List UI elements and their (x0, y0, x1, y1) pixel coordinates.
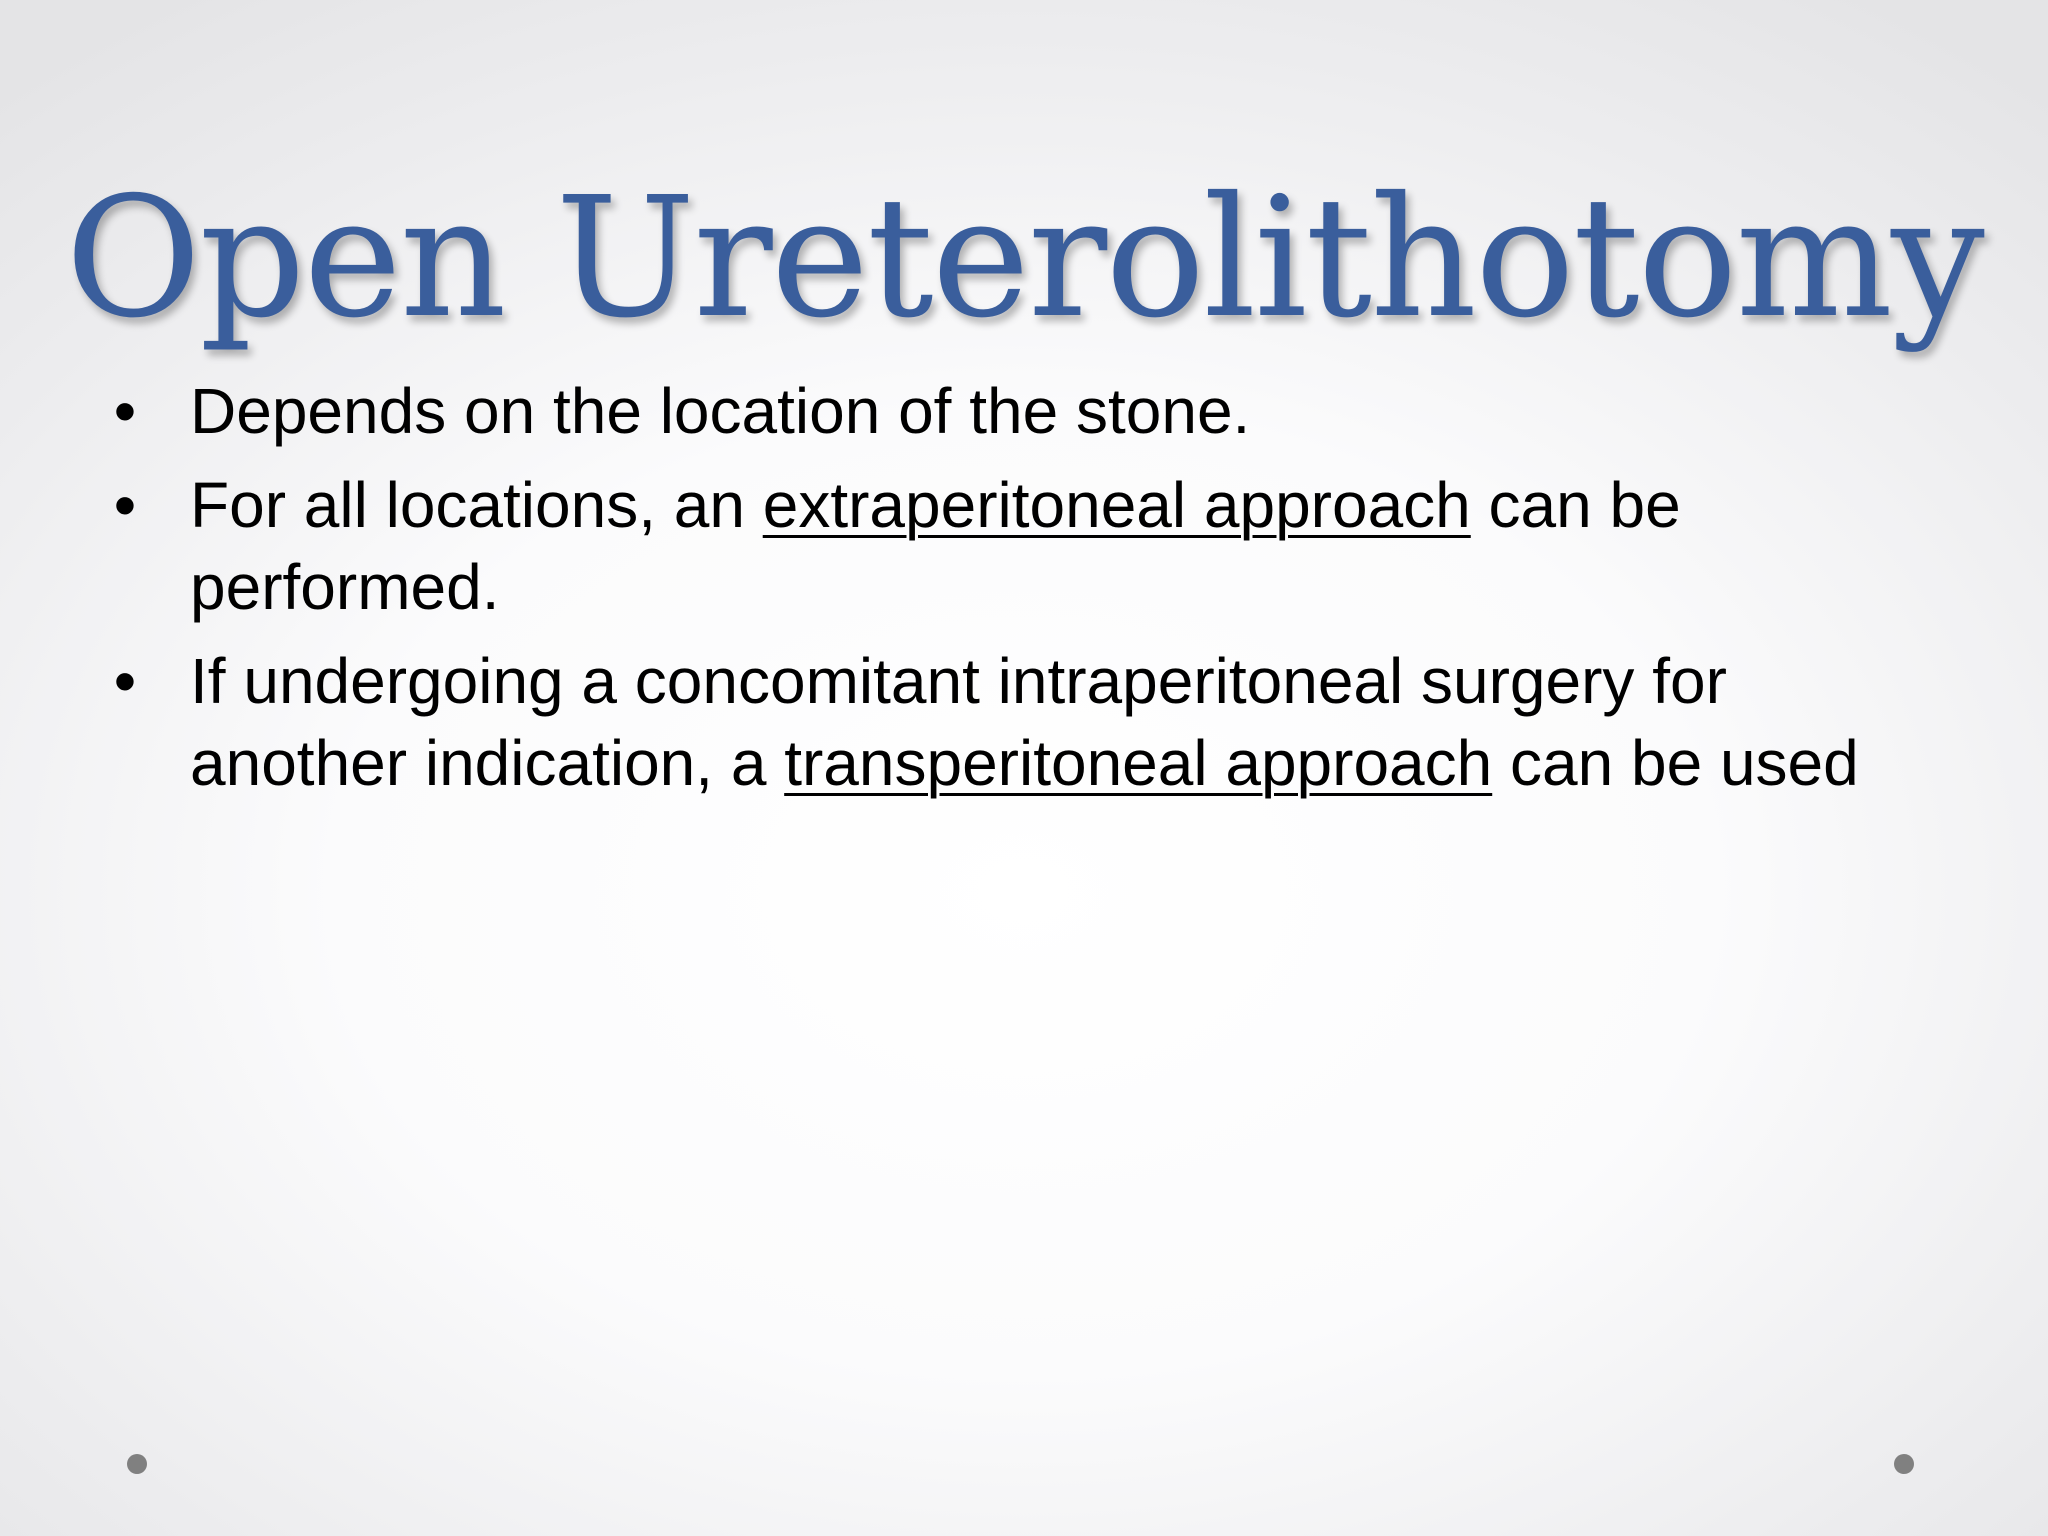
bullet-item-extraperitoneal (110, 464, 1910, 628)
bullet-item-location (110, 370, 1910, 452)
bullet-text-end: can be performed. (190, 469, 1681, 623)
bullet-item-transperitoneal (110, 640, 1910, 804)
bullet-icon: • (113, 375, 137, 447)
bullet-text: If undergoing a concomitant intraperitoneal surgery for another indication, a (190, 645, 1727, 799)
bullet-text: Depends on the location of the stone. (190, 375, 1251, 447)
slide-title: Open Ureterolithotomy (65, 162, 1983, 355)
bullet-icon: • (113, 645, 137, 717)
corner-dot-right-icon (1894, 1454, 1914, 1474)
underlined-term: extraperitoneal approach (762, 469, 1471, 541)
corner-dot-left-icon (127, 1454, 147, 1474)
bullet-text-end: can be used (1492, 727, 1859, 799)
bullet-list (110, 370, 1910, 816)
bullet-icon: • (113, 469, 137, 541)
bullet-text: For all locations, an (190, 469, 763, 541)
underlined-term: transperitoneal approach (784, 727, 1493, 799)
